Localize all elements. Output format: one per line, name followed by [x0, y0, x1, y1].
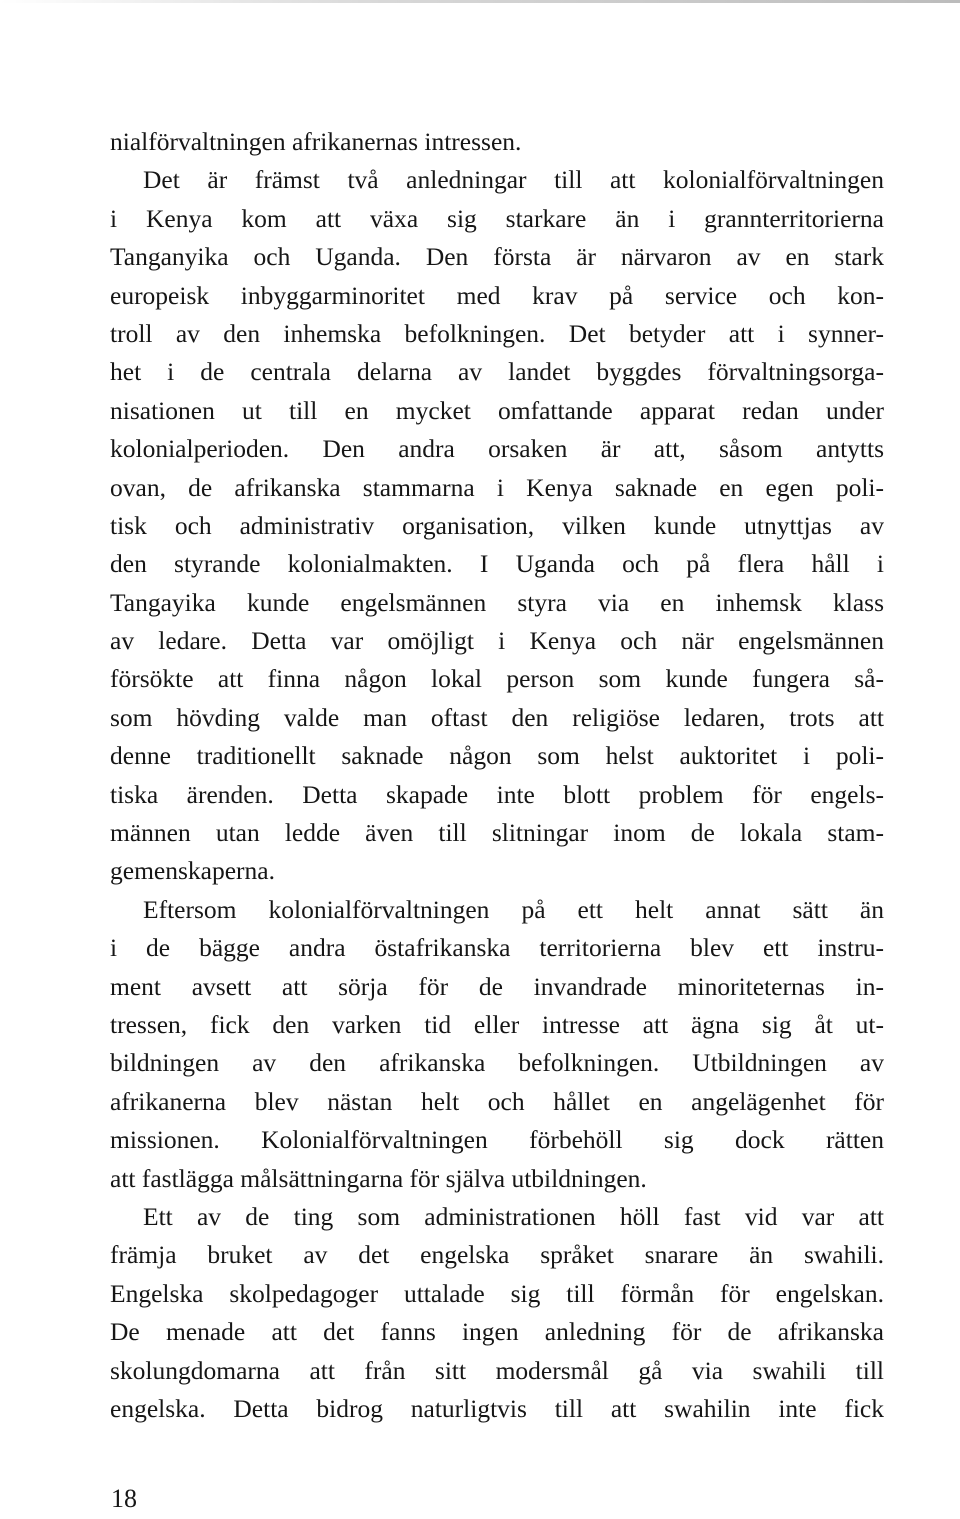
text-line: kolonialperioden. Den andra orsaken är att, såsom antytts [110, 434, 884, 464]
text-line: het i de centrala delarna av landet byggdes förvaltningsorga- [110, 357, 884, 387]
text-line: Engelska skolpedagoger uttalade sig till förmån för engelskan. [110, 1278, 884, 1308]
text-line: som hövding valde man oftast den religiöse ledaren, trots att [110, 702, 884, 732]
text-line: engelska. Detta bidrog naturligtvis till att swahilin inte fick [110, 1393, 884, 1423]
text-line: männen utan ledde även till slitningar inom de lokala stam- [110, 818, 884, 848]
text-line: De menade att det fanns ingen anledning för de afrikanska [110, 1317, 884, 1347]
text-line: tiska ärenden. Detta skapade inte blott problem för engels- [110, 779, 884, 809]
text-line: främja bruket av det engelska språket snarare än swahili. [110, 1240, 884, 1270]
text-line: denne traditionellt saknade någon som helst auktoritet i poli- [110, 741, 884, 771]
text-line: bildningen av den afrikanska befolkningen. Utbildningen av [110, 1048, 884, 1078]
text-line: gemenskaperna. [110, 856, 275, 886]
page-top-edge [0, 0, 960, 3]
text-line: tressen, fick den varken tid eller intresse att ägna sig åt ut- [110, 1009, 884, 1039]
text-line: i Kenya kom att växa sig starkare än i grannterritorierna [110, 203, 884, 233]
text-line: nialförvaltningen afrikanernas intressen. [110, 127, 522, 156]
text-line: av ledare. Detta var omöjligt i Kenya och när engelsmännen [110, 626, 884, 656]
text-line: nisationen ut till en mycket omfattande apparat redan under [110, 395, 884, 425]
text-line: Tanganyika och Uganda. Den första är närvaron av en stark [110, 242, 884, 272]
text-line: försökte att finna någon lokal person som kunde fungera så- [110, 664, 884, 694]
text-line: den styrande kolonialmakten. I Uganda och på flera håll i [110, 549, 884, 579]
text-line: Det är främst två anledningar till att kolonialförvaltningen [143, 165, 884, 195]
text-line: att fastlägga målsättningarna för själva utbildningen. [110, 1163, 647, 1193]
text-line: ment avsett att sörja för de invandrade minoriteternas in- [110, 971, 884, 1001]
page-number: 18 [111, 1484, 137, 1513]
text-line: europeisk inbyggarminoritet med krav på service och kon- [110, 280, 884, 310]
text-line: skolungdomarna att från sitt modersmål gå via swahili till [110, 1355, 884, 1385]
text-line: ovan, de afrikanska stammarna i Kenya saknade en egen poli- [110, 472, 884, 502]
text-line: tisk och administrativ organisation, vilken kunde utnyttjas av [110, 510, 884, 540]
text-line: Ett av de ting som administrationen höll fast vid var att [143, 1201, 884, 1231]
text-line: i de bägge andra östafrikanska territorierna blev ett instru- [110, 933, 884, 963]
text-line: missionen. Kolonialförvaltningen förbehöll sig dock rätten [110, 1125, 884, 1155]
text-line: Tangayika kunde engelsmännen styra via en inhemsk klass [110, 587, 884, 617]
text-line: troll av den inhemska befolkningen. Det betyder att i synner- [110, 318, 884, 348]
text-line: afrikanerna blev nästan helt och hållet en angelägenhet för [110, 1086, 884, 1116]
body-text [110, 123, 884, 1428]
text-line: Eftersom kolonialförvaltningen på ett helt annat sätt än [143, 894, 884, 924]
